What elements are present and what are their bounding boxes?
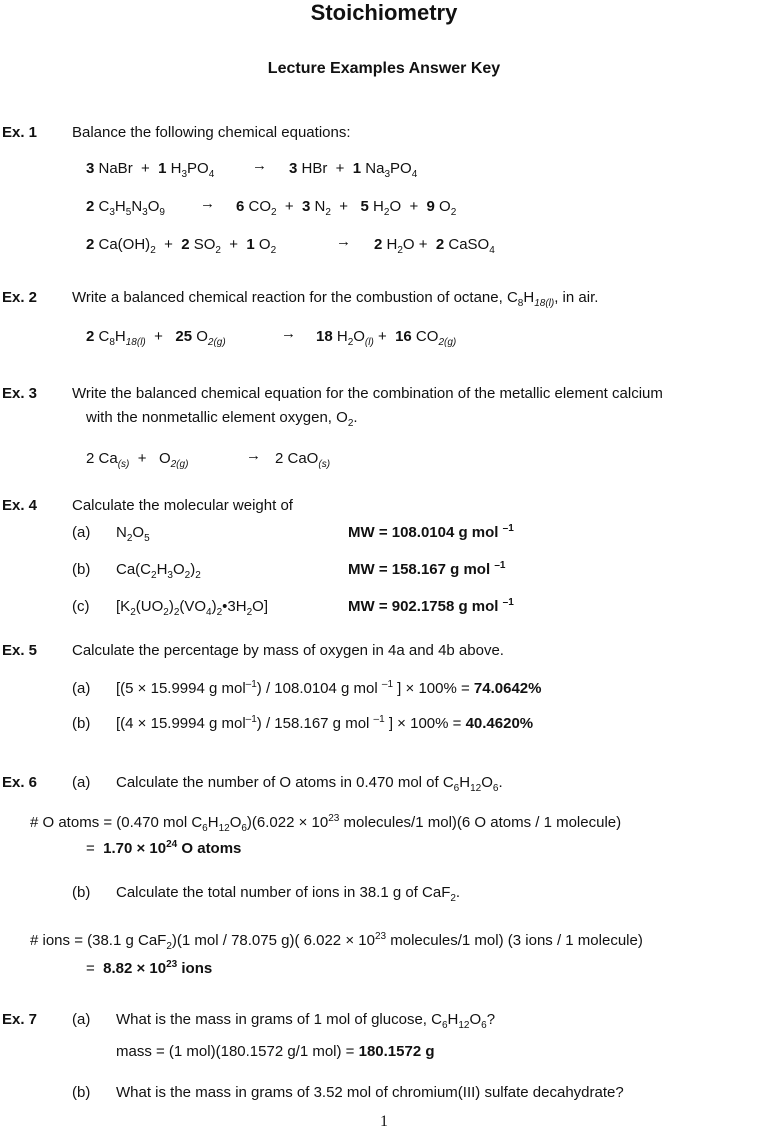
- ex3-equation: 2 $Ca_{(s)} + O_{2(g)}$ → 2 CaO$_{(s)}$: [86, 447, 331, 470]
- ex7-prompt-b: What is the mass in grams of 3.52 mol of chromium(III) sulfate decahydrate?: [116, 1084, 624, 1101]
- ex1-label: Ex. 1: [2, 124, 38, 141]
- page-number: 1: [380, 1113, 388, 1130]
- ex6-answer-b: = $8.82 \times 10^{23}$ ions: [86, 959, 213, 977]
- ex1-equation-1: 3 NaBr + 1 $H_3PO_4$ → 3 HBr + 1 $Na_3PO_4$: [86, 157, 418, 180]
- ex1-prompt: Balance the following chemical equations:: [72, 124, 351, 141]
- ex4-part-a: (a): [72, 524, 91, 541]
- ex1-equation-2: 2 $C_3H_5N_3O_9$ → 6 $CO_2 + 3$ $N_2 + 5$ $H_2O + 9$ $O_2$: [86, 195, 457, 218]
- ex5-part-a: (a): [72, 680, 91, 697]
- ex4-part-c: (c): [72, 598, 90, 615]
- ex5-prompt: Calculate the percentage by mass of oxygen in 4a and 4b above.: [72, 642, 504, 659]
- ex1-equation-3: 2 $Ca(OH)_2 + 2$ $SO_2 + 1$ $O_2$ → 2 $H_2O + 2$ CaSO$_4$: [86, 233, 495, 256]
- ex4-prompt: Calculate the molecular weight of: [72, 497, 293, 514]
- ex4-formula-c: $[K_2(UO_2)_2(VO_4)_2•3H_2O]$: [116, 598, 269, 618]
- ex5-calc-a: [(5 × 15.9994 g mol$^{-1}$) / 108.0104 g mol $^{-1}$ ] × 100% = 74.0642%: [116, 679, 542, 697]
- ex6-calc-b: # ions = (38.1 g CaF$_2$)(1 mol / 78.075 g)( $6.022 \times 10^{23}$ molecules/1 mol) (3 ions / 1 molecule): [30, 931, 643, 952]
- reaction-arrow-icon: →: [281, 325, 296, 342]
- ex5-part-b: (b): [72, 715, 91, 732]
- ex5-calc-b: [(4 × 15.9994 g mol$^{-1}$) / 158.167 g mol $^{-1}$ ] × 100% = 40.4620%: [116, 714, 534, 732]
- ex4-formula-a: $N_2O_5$: [116, 524, 150, 544]
- ex4-mw-a: MW = 108.0104 g mol $^{-1}$: [348, 523, 514, 541]
- ex6-part-b: (b): [72, 884, 91, 901]
- ex7-prompt-a: What is the mass in grams of 1 mol of glucose, $C_6H_{12}O_6$?: [116, 1011, 496, 1031]
- ex6-label: Ex. 6: [2, 774, 38, 791]
- reaction-arrow-icon: →: [336, 233, 351, 250]
- reaction-arrow-icon: →: [246, 447, 261, 464]
- page-subtitle: Lecture Examples Answer Key: [267, 60, 501, 77]
- ex3-prompt-line1: Write the balanced chemical equation for the combination of the metallic element calcium: [72, 385, 663, 402]
- ex2-prompt: Write a balanced chemical reaction for the combustion of octane, $C_8H_{18(l)}$, in air.: [72, 289, 599, 309]
- ex4-formula-b: $Ca(C_2H_3O_2)_2$: [116, 561, 201, 581]
- ex3-label: Ex. 3: [2, 385, 38, 402]
- ex2-label: Ex. 2: [2, 289, 38, 306]
- ex6-prompt-b: Calculate the total number of ions in 38.1 g of CaF$_2$.: [116, 884, 461, 904]
- page-title: Stoichiometry: [310, 0, 458, 25]
- ex4-label: Ex. 4: [2, 497, 38, 514]
- ex6-prompt-a: Calculate the number of O atoms in 0.470 mol of $C_6H_{12}O_6$.: [116, 774, 503, 794]
- ex7-calc-a: mass = (1 mol)(180.1572 g/1 mol) = 180.1572 g: [116, 1043, 435, 1060]
- ex4-mw-c: MW = 902.1758 g mol $^{-1}$: [348, 597, 514, 615]
- ex7-label: Ex. 7: [2, 1011, 38, 1028]
- reaction-arrow-icon: →: [200, 195, 215, 212]
- reaction-arrow-icon: →: [252, 157, 267, 174]
- ex3-prompt-line2: with the nonmetallic element oxygen, $O_2$.: [86, 409, 358, 429]
- ex7-part-a: (a): [72, 1011, 91, 1028]
- ex4-mw-b: MW = 158.167 g mol $^{-1}$: [348, 560, 506, 578]
- ex6-calc-a: # O atoms = (0.470 mol $C_6H_{12}O_6)(6.022 \times 10^{23}$ molecules/1 mol)(6 O atoms / 1 molecule): [30, 813, 622, 834]
- ex2-equation: 2 $C_8H_{18(l)} + 25$ $O_{2(g)}$ → 18 $H_2O_{(l)} + 16$ $CO_{2(g)}$: [86, 325, 457, 348]
- ex4-part-b: (b): [72, 561, 91, 578]
- ex7-part-b: (b): [72, 1084, 91, 1101]
- ex5-label: Ex. 5: [2, 642, 38, 659]
- ex6-part-a: (a): [72, 774, 91, 791]
- ex6-answer-a: = $1.70 \times 10^{24}$ O atoms: [86, 839, 242, 857]
